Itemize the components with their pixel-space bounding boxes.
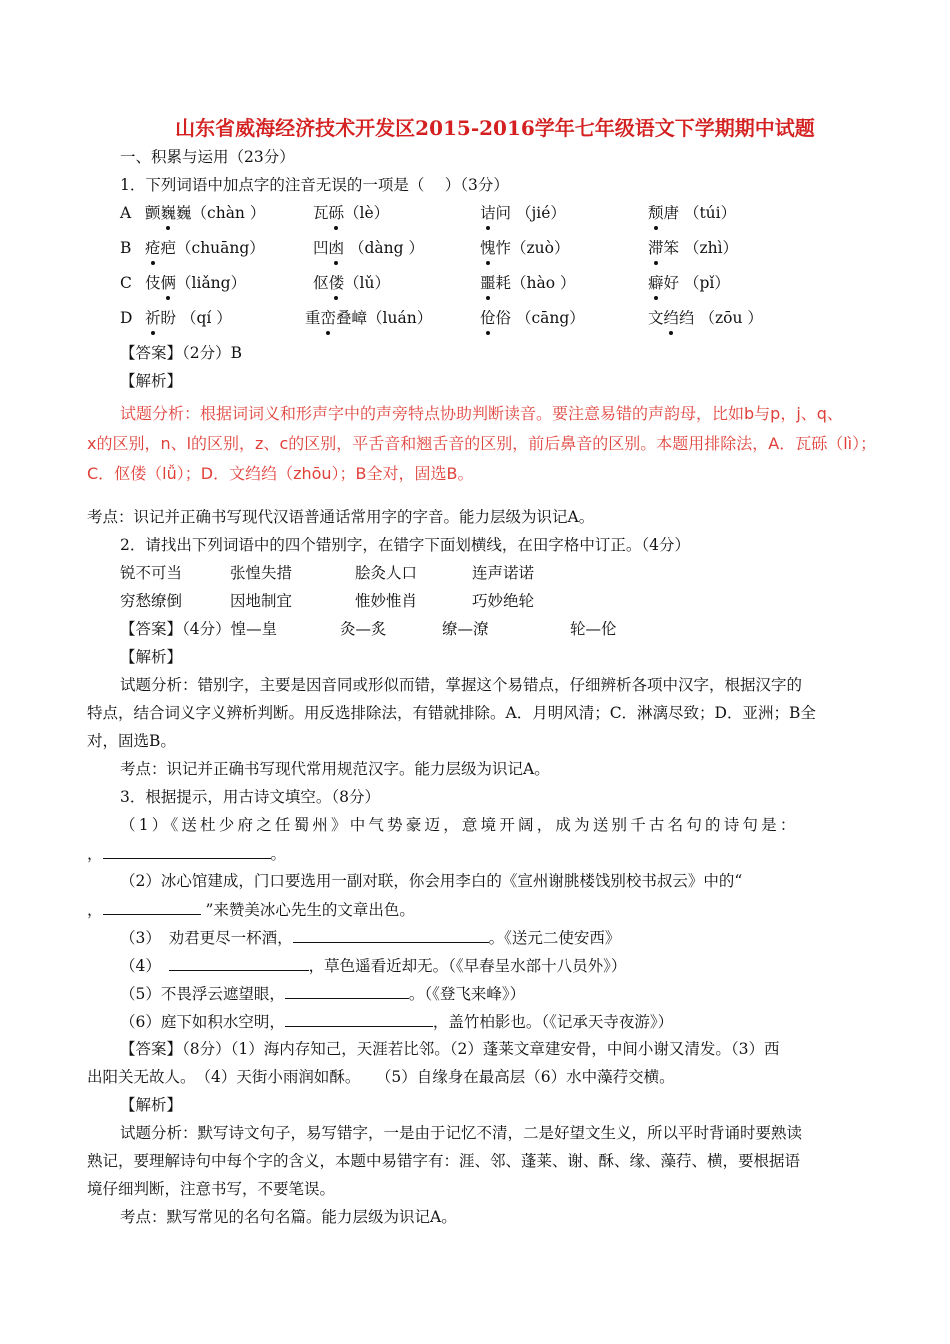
option-word [145,307,232,329]
q2-kaodian: 考点：识记并正确书写现代常用规范汉字。能力层级为识记A。 [120,760,550,778]
word-suffix: （liǎng） [176,274,247,292]
word-suffix: 绉 （zōu ） [679,309,763,327]
option-word [480,307,585,329]
q3-analysis-line: 熟记，要理解诗句中每个字的含义，本题中易错字有：涯、邻、蓬莱、谢、酥、缘、藻荇、横，要根据语 [87,1152,801,1170]
q3-analysis-line: 试题分析：默写诗文句子，易写错字，一是由于记忆不清，二是好望文生义，所以平时背诵时要熟读 [120,1124,803,1142]
q3-part4-post: ，草色遥看近却无。（《早春呈水部十八员外》） [308,957,627,975]
q3-part5-post: 。（《登飞来峰》） [408,985,526,1003]
word-suffix: （dàng ） [344,239,424,257]
q3-part3-pre: （3） 劝君更尽一杯酒， [120,929,293,947]
q3-jiexi-label: 【解析】 [120,1096,183,1114]
q3-part6-pre: （6）庭下如积水空明， [120,1013,285,1031]
word-prefix: 颤 [145,204,161,222]
q2-analysis-line: 试题分析：错别字，主要是因音同或形似而错，掌握这个易错点，仔细辨析各项中汉字，根据汉字的 [120,676,803,694]
q1-jiexi-label: 【解析】 [120,372,183,390]
dotted-char: 颓 [648,204,664,222]
option-word [480,202,566,224]
dotted-char: 凼 [328,239,345,257]
q2-analysis-line: 特点，结合词义字义辨析判断。用反选排除法，有错就排除。A．月明风清；C．淋漓尽致；D．亚洲；B全 [87,704,816,722]
q1-answer: 【答案】（2分）B [120,344,243,362]
word-suffix: （lè） [344,204,390,222]
q3-part5-pre: （5）不畏浮云遮望眼， [120,985,285,1003]
dotted-char: 愧 [480,239,496,257]
q3-kaodian: 考点：默写常见的名句名篇。能力层级为识记A。 [120,1208,457,1226]
page-title: 山东省威海经济技术开发区2015-2016学年七年级语文下学期期中试题 [175,116,815,140]
word-prefix: 伛 [313,274,329,292]
word-prefix: 重 [305,309,321,327]
option-word [648,272,730,294]
fill-blank[interactable] [103,898,201,915]
fill-blank[interactable] [293,926,489,943]
word-prefix: 伎 [145,274,161,292]
dotted-char: 巍 [160,204,177,222]
fill-blank[interactable] [169,954,309,971]
q1-analysis-line: 试题分析：根据词词义和形声字中的声旁特点协助判断读音。要注意易错的声韵母，比如b与p，j、q、 [120,404,843,423]
word-suffix: 怍（zuò） [495,239,570,257]
q3-answer: 【答案】（8分）（1）海内存知己，天涯若比邻。（2）蓬莱文章建安骨，中间小谢又清发。（3）西 [120,1040,780,1058]
fill-blank[interactable] [285,1010,433,1027]
word-suffix: 唐 （túi） [663,204,737,222]
q3-part2: （2）冰心馆建成，门口要选用一副对联，你会用李白的《宣州谢朓楼饯别校书叔云》中的“ [120,872,743,890]
option-label: A [120,204,132,222]
q3-part6-post: ，盖竹柏影也。（《记承天寺夜游》） [432,1013,674,1031]
q1-stem: 1．下列词语中加点字的注音无误的一项是（ ）（3分） [120,176,509,194]
q3-punct: ， [87,901,103,919]
q2-answer-item: 缭—潦 [442,620,489,638]
option-label: D [120,309,133,327]
dotted-char: 祈 [145,309,161,327]
option-label: B [120,239,132,257]
q3-part6 [120,1010,673,1033]
q1-analysis-line: C．伛偻（lǚ）；D．文绉绉（zhōu）；B全对，固选B。 [87,464,474,483]
q3-part4 [120,954,626,977]
option-word [480,272,576,294]
word-suffix: 耗（hào ） [495,274,576,292]
q2-word: 穷愁缭倒 [120,592,183,610]
q2-answer-item: 灸—炙 [340,620,387,638]
option-word [313,202,389,224]
fill-blank[interactable] [103,842,271,859]
word-suffix: 俗 （cāng） [495,309,585,327]
q2-word: 张惶失措 [230,564,293,582]
q3-answer-cont: 出阳关无故人。 （4）天街小雨润如酥。 （5）自缘身在最高层（6）水中藻荇交横。 [87,1068,675,1086]
dotted-char: 峦 [320,309,337,327]
dotted-char: 癖 [648,274,664,292]
fill-blank[interactable] [285,982,409,999]
q2-word: 锐不可当 [120,564,183,582]
q3-part1: （1）《送杜少府之任蜀州》中气势豪迈，意境开阔，成为送别千古名句的诗句是： [120,816,799,834]
q3-part1-blank-line [87,842,286,865]
q2-word: 脍灸人口 [355,564,418,582]
word-suffix: 好 （pǐ） [663,274,730,292]
dotted-char: 诘 [480,204,496,222]
dotted-char: 偻 [328,274,345,292]
q3-punct: 。 [270,845,287,863]
option-word [313,237,424,259]
q3-stem: 3．根据提示，用古诗文填空。（8分） [120,788,380,806]
q2-word: 巧妙绝轮 [472,592,535,610]
option-word [480,237,570,259]
q3-part2-tail: ”来赞美冰心先生的文章出色。 [200,901,415,919]
word-prefix: 凹 [313,239,329,257]
q2-stem: 2．请找出下列词语中的四个错别字，在错字下面划横线，在田字格中订正。（4分） [120,536,690,554]
section-heading: 一、积累与运用（23分） [120,148,295,166]
dotted-char: 噩 [480,274,496,292]
option-word [648,307,763,329]
option-word [145,272,246,294]
option-word [313,272,390,294]
word-prefix: 文 [648,309,664,327]
q3-part3-post: 。《送元二使安西》 [488,929,621,947]
dotted-char: 疮 [145,239,161,257]
q1-kaodian: 考点：识记并正确书写现代汉语普通话常用字的字音。能力层级为识记A。 [87,508,595,526]
q3-part2-blank-line [87,898,415,921]
option-word [145,237,265,259]
q2-answer: 【答案】（4分）惶—皇 [120,620,278,638]
word-suffix: 盼 （qí ） [160,309,232,327]
dotted-char: 伧 [480,309,496,327]
option-word [648,237,738,259]
word-suffix: 笨 （zhì） [663,239,739,257]
q2-jiexi-label: 【解析】 [120,648,183,666]
q2-word: 因地制宜 [230,592,293,610]
option-label: C [120,274,132,292]
word-suffix: 叠嶂（luán） [336,309,433,327]
word-suffix: （lǔ） [344,274,390,292]
q3-part5 [120,982,525,1005]
q3-part4-pre: （4） [120,957,169,975]
option-word [145,202,265,224]
q2-answer-item: 轮—伦 [570,620,617,638]
q1-analysis-line: x的区别，n、l的区别，z、c的区别，平舌音和翘舌音的区别，前后鼻音的区别。本题用排除法，A．瓦砾（lì）； [87,434,877,453]
q3-punct: ， [87,845,103,863]
option-word [305,307,432,329]
q3-part3 [120,926,620,949]
q2-word: 惟妙惟肖 [355,592,418,610]
option-word [648,202,736,224]
q2-analysis-line: 对，固选B。 [87,732,176,750]
word-suffix: 问 （jié） [495,204,566,222]
word-prefix: 瓦 [313,204,329,222]
dotted-char: 滞 [648,239,664,257]
q2-word: 连声诺诺 [472,564,535,582]
dotted-char: 砾 [328,204,345,222]
word-suffix: 疤（chuāng） [160,239,265,257]
dotted-char: 俩 [160,274,177,292]
dotted-char: 绉 [663,309,680,327]
q3-analysis-line: 境仔细判断，注意书写，不要笔误。 [87,1180,336,1198]
word-suffix: 巍（chàn ） [176,204,266,222]
